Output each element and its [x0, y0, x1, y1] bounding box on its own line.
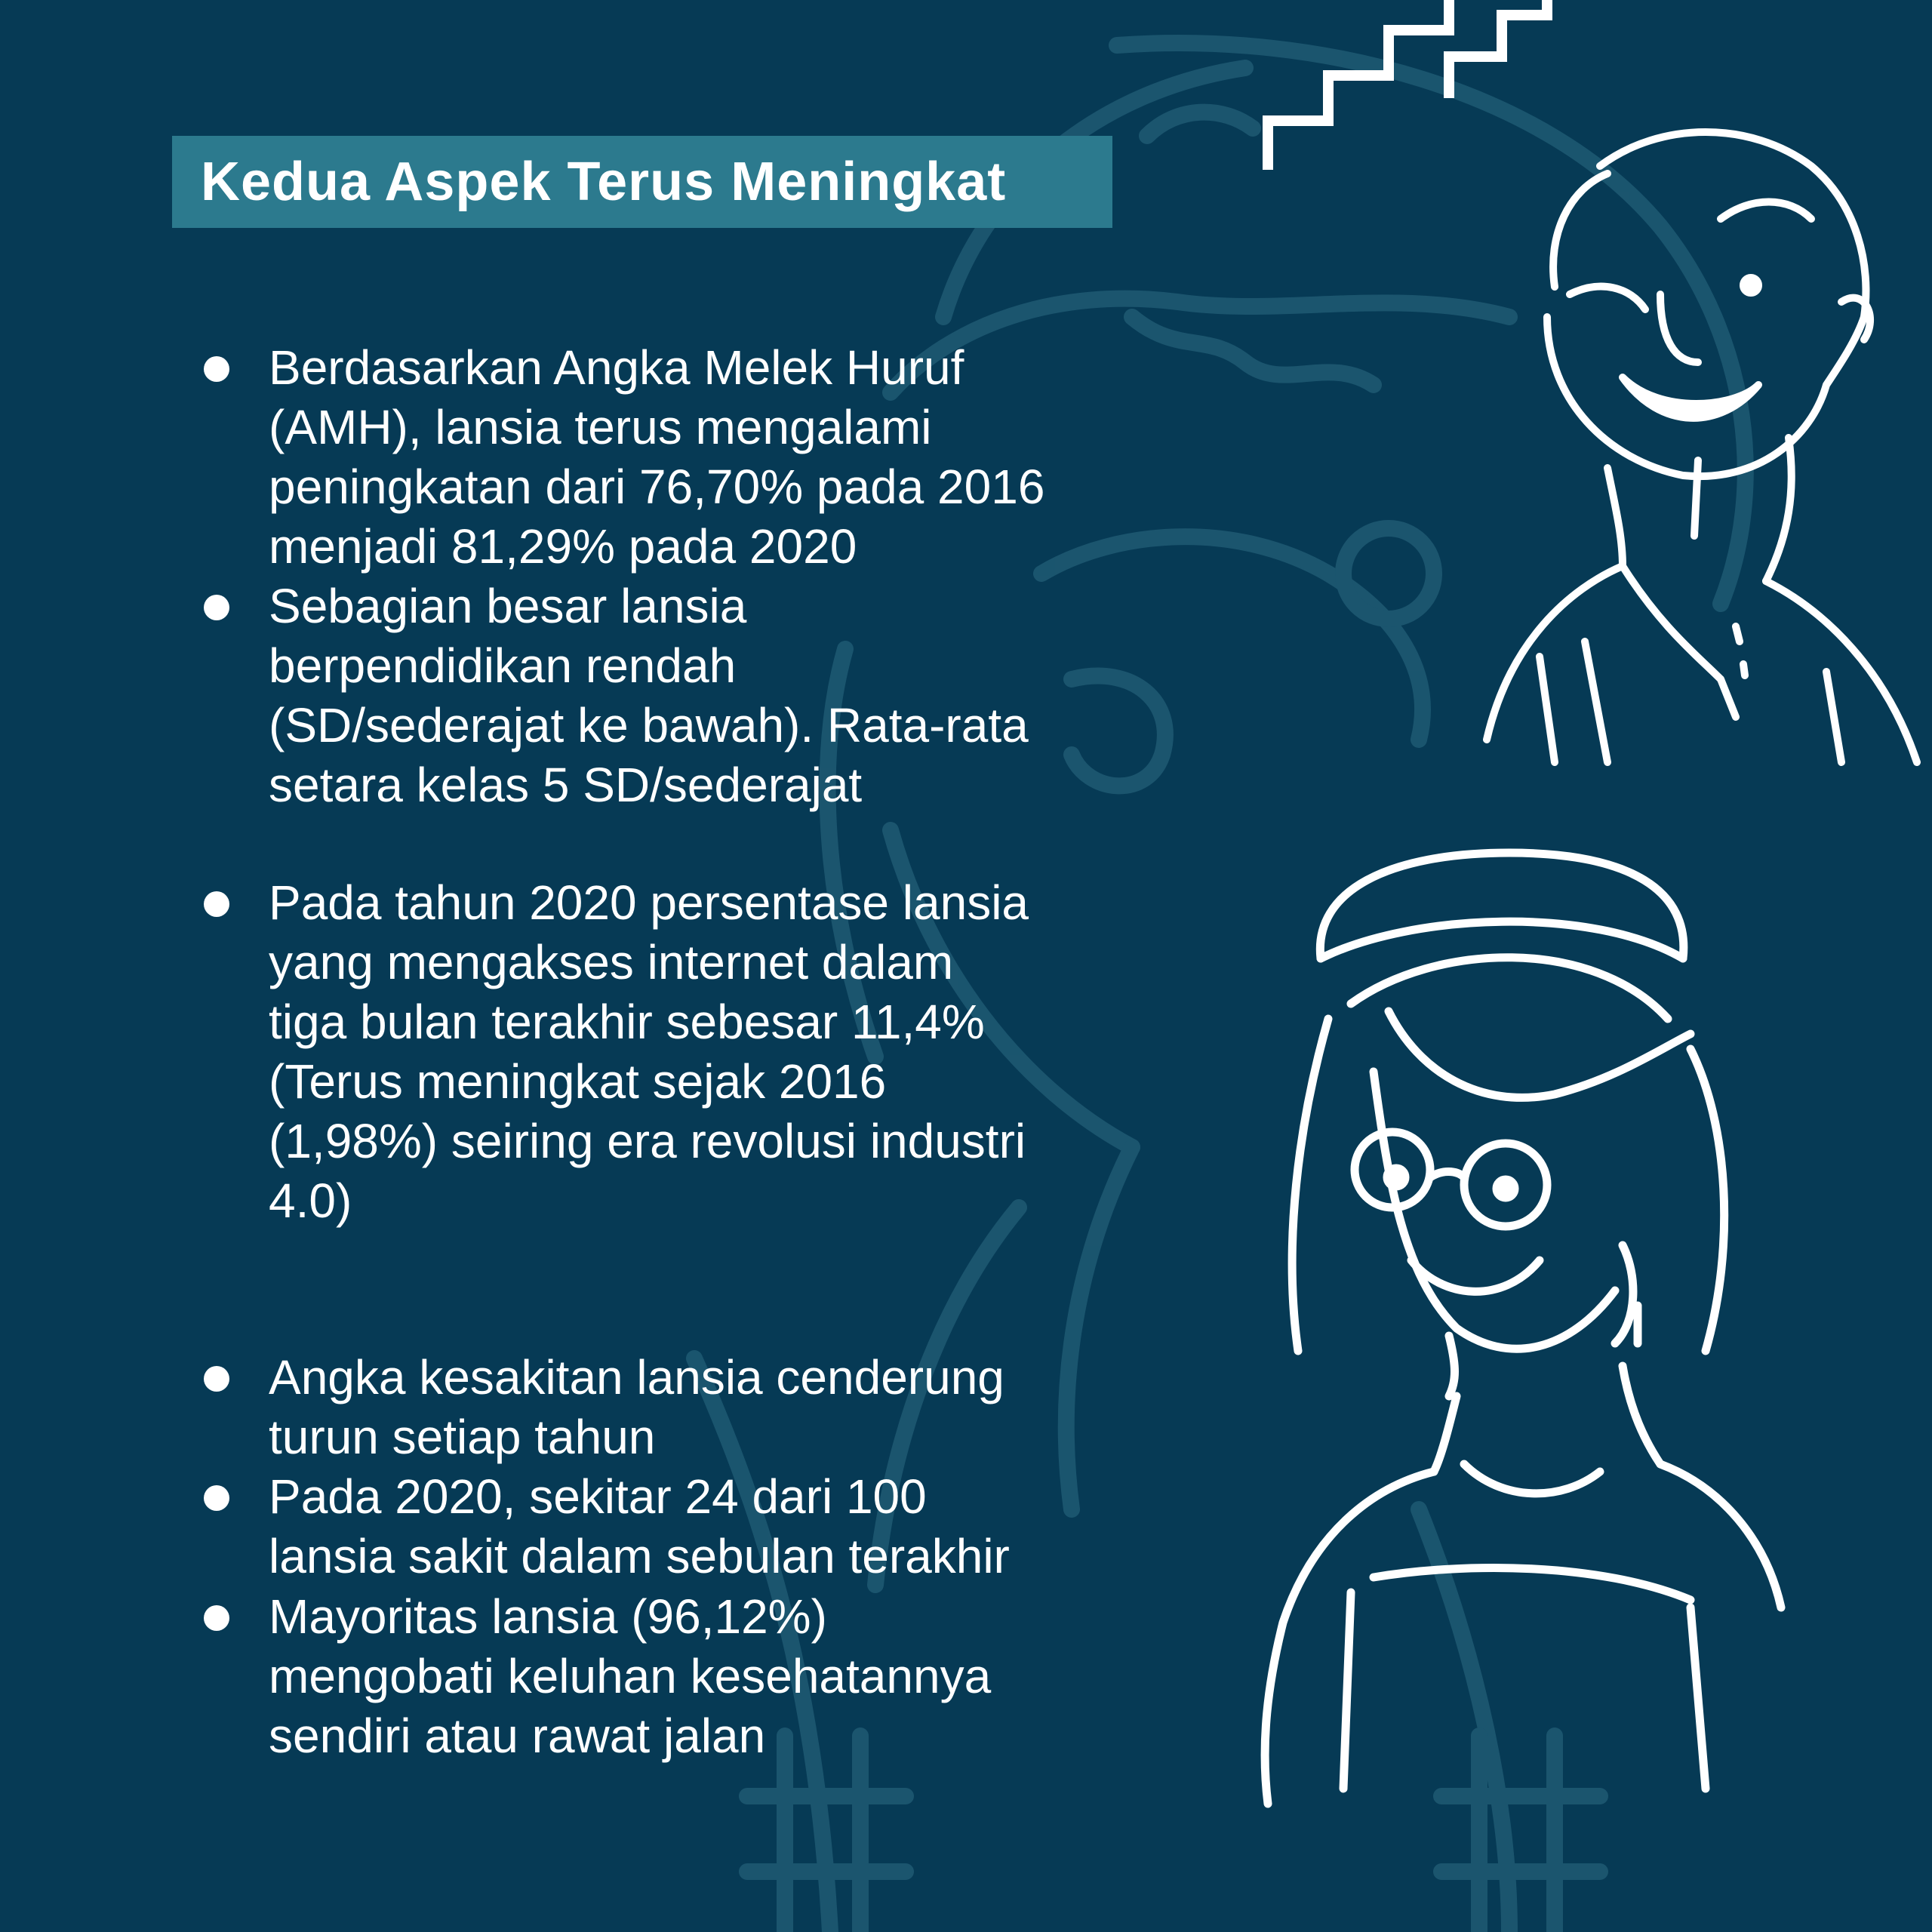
bullet-text: Sebagian besar lansia berpendidikan rendah (SD/sederajat ke bawah). Rata-rata setara kelas 5 SD/sederajat [269, 579, 1029, 812]
bullet-dot-icon [204, 1485, 229, 1511]
bullet-text: Angka kesakitan lansia cenderung turun setiap tahun [269, 1350, 1004, 1464]
title-banner [172, 136, 1112, 228]
elderly-man-sketch [1434, 113, 1932, 785]
bullet-item [204, 1467, 1177, 1586]
bullet-dot-icon [204, 891, 229, 917]
bullet-text: Mayoritas lansia (96,12%) mengobati keluhan kesehatannya sendiri atau rawat jalan [269, 1589, 992, 1763]
bullet-dot-icon [204, 1366, 229, 1392]
bullet-text: Pada 2020, sekitar 24 dari 100 lansia sakit dalam sebulan terakhir [269, 1469, 1010, 1583]
bullet-item [204, 1348, 1177, 1467]
bullet-item [204, 577, 1177, 815]
bullet-item [204, 1587, 1177, 1766]
bullet-item [204, 338, 1177, 577]
bullet-text: Pada tahun 2020 persentase lansia yang mengakses internet dalam tiga bulan terakhir sebesar 11,4% (Terus meningkat sejak 2016 (1,98%) seiring era revolusi industri 4.0) [269, 875, 1029, 1228]
bullet-item [204, 873, 1177, 1231]
page-title: Kedua Aspek Terus Meningkat [201, 152, 1007, 212]
bullet-text: Berdasarkan Angka Melek Huruf (AMH), lansia terus mengalami peningkatan dari 76,70% pada 2016 menjadi 81,29% pada 2020 [269, 340, 1045, 574]
bullet-dot-icon [204, 356, 229, 382]
bullet-dot-icon [204, 1605, 229, 1631]
bullet-dot-icon [204, 595, 229, 620]
elderly-woman-sketch [1238, 823, 1796, 1811]
